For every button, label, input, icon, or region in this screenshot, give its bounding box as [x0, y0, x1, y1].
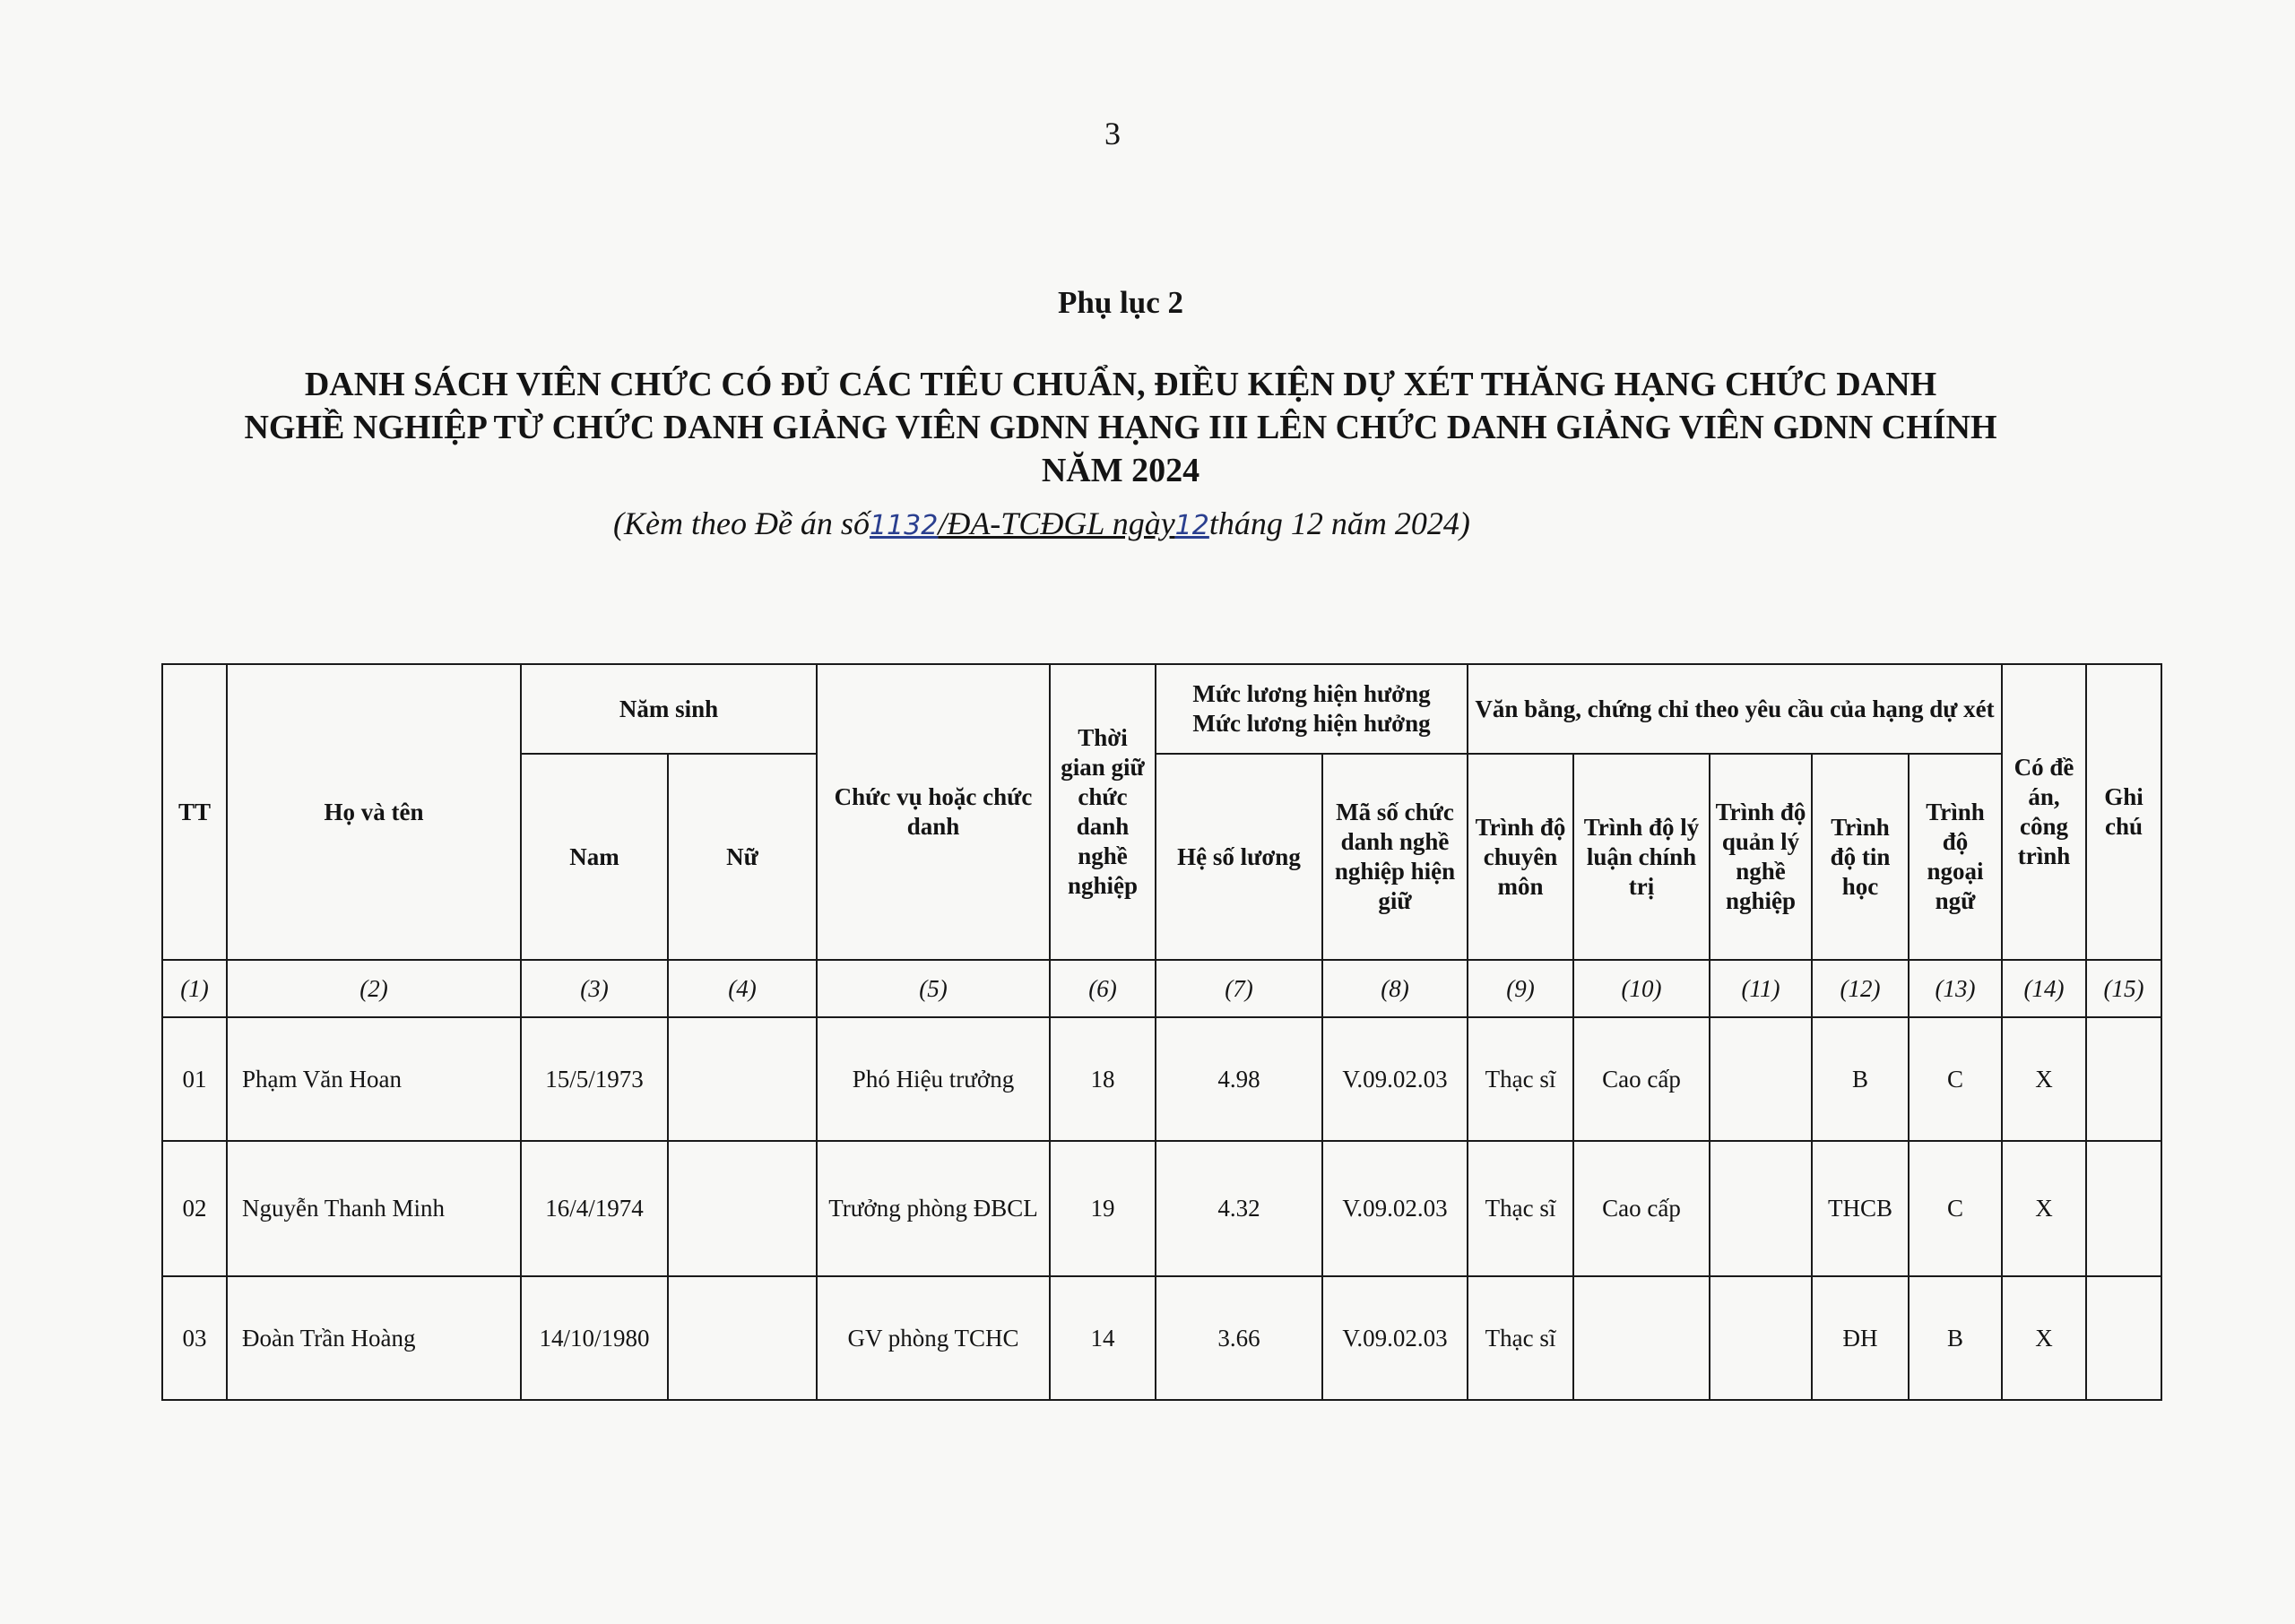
header-it: Trình độ tin học: [1812, 754, 1909, 960]
cell-position: GV phòng TCHC: [817, 1276, 1050, 1400]
cell-female: [668, 1141, 817, 1276]
table-row: [162, 1017, 2161, 1141]
header-politics: Trình độ lý luận chính trị: [1573, 754, 1710, 960]
cell-female: [668, 1276, 817, 1400]
cell-management: [1710, 1141, 1812, 1276]
col-num: (2): [227, 960, 521, 1017]
cell-tt: 03: [162, 1276, 227, 1400]
cell-expertise: Thạc sĩ: [1468, 1276, 1573, 1400]
col-num: (4): [668, 960, 817, 1017]
header-position: Chức vụ hoặc chức danh: [817, 664, 1050, 960]
candidate-table: [161, 663, 2162, 1401]
cell-tenure: 14: [1050, 1276, 1156, 1400]
header-male: Nam: [521, 754, 668, 960]
col-num: (7): [1156, 960, 1322, 1017]
header-degrees-group: Văn bằng, chứng chỉ theo yêu cầu của hạng dự xét: [1468, 664, 2002, 754]
cell-code: V.09.02.03: [1322, 1017, 1468, 1141]
page-number: 3: [1104, 116, 1121, 151]
title-line-2: NGHỀ NGHIỆP TỪ CHỨC DANH GIẢNG VIÊN GDNN HẠNG III LÊN CHỨC DANH GIẢNG VIÊN GDNN CHÍNH: [244, 409, 1997, 446]
subtitle-suffix: tháng 12 năm 2024): [1208, 505, 1470, 541]
cell-coefficient: 3.66: [1156, 1276, 1322, 1400]
title-line-1: DANH SÁCH VIÊN CHỨC CÓ ĐỦ CÁC TIÊU CHUẨN, ĐIỀU KIỆN DỰ XÉT THĂNG HẠNG CHỨC DANH: [304, 366, 1937, 403]
header-birth-year: Năm sinh: [521, 664, 817, 754]
col-num: (10): [1573, 960, 1710, 1017]
cell-code: V.09.02.03: [1322, 1141, 1468, 1276]
cell-project: X: [2002, 1141, 2086, 1276]
cell-coefficient: 4.98: [1156, 1017, 1322, 1141]
subtitle-prefix: (Kèm theo Đề án số: [613, 505, 870, 541]
header-salary-line-1: Mức lương hiện hưởng: [1192, 680, 1431, 707]
cell-management: [1710, 1276, 1812, 1400]
cell-male: 14/10/1980: [521, 1276, 668, 1400]
header-project: Có đề án, công trình: [2002, 664, 2086, 960]
col-num: (8): [1322, 960, 1468, 1017]
header-expertise: Trình độ chuyên môn: [1468, 754, 1573, 960]
header-management: Trình độ quản lý nghề nghiệp: [1710, 754, 1812, 960]
col-num: (9): [1468, 960, 1573, 1017]
header-tt: TT: [162, 664, 227, 960]
cell-project: X: [2002, 1017, 2086, 1141]
col-num: (1): [162, 960, 227, 1017]
col-num: (15): [2086, 960, 2161, 1017]
cell-male: 16/4/1974: [521, 1141, 668, 1276]
appendix-title: Phụ lục 2: [1057, 285, 1184, 320]
col-num: (3): [521, 960, 668, 1017]
cell-note: [2086, 1276, 2161, 1400]
cell-note: [2086, 1017, 2161, 1141]
cell-note: [2086, 1141, 2161, 1276]
header-note: Ghi chú: [2086, 664, 2161, 960]
cell-politics: Cao cấp: [1573, 1141, 1710, 1276]
header-female: Nữ: [668, 754, 817, 960]
cell-politics: [1573, 1276, 1710, 1400]
col-num: (13): [1909, 960, 2002, 1017]
column-number-row: [162, 960, 2161, 1017]
cell-politics: Cao cấp: [1573, 1017, 1710, 1141]
col-num: (14): [2002, 960, 2086, 1017]
cell-female: [668, 1017, 817, 1141]
cell-it: B: [1812, 1017, 1909, 1141]
subtitle-mid: /ĐA-TCĐGL ngày: [938, 505, 1175, 541]
cell-project: X: [2002, 1276, 2086, 1400]
cell-tt: 01: [162, 1017, 227, 1141]
cell-tenure: 18: [1050, 1017, 1156, 1141]
col-num: (12): [1812, 960, 1909, 1017]
header-tenure: Thời gian giữ chức danh nghề nghiệp: [1050, 664, 1156, 960]
cell-language: C: [1909, 1017, 2002, 1141]
cell-name: Phạm Văn Hoan: [227, 1017, 521, 1141]
col-num: (6): [1050, 960, 1156, 1017]
document-title: [90, 363, 2152, 492]
cell-expertise: Thạc sĩ: [1468, 1017, 1573, 1141]
document-subtitle: [613, 505, 1470, 542]
cell-male: 15/5/1973: [521, 1017, 668, 1141]
cell-management: [1710, 1017, 1812, 1141]
cell-expertise: Thạc sĩ: [1468, 1141, 1573, 1276]
handwritten-day: 12: [1174, 510, 1209, 541]
cell-it: THCB: [1812, 1141, 1909, 1276]
header-salary-line-2: Mức lương hiện hưởng: [1192, 710, 1431, 737]
cell-code: V.09.02.03: [1322, 1276, 1468, 1400]
header-salary-group: [1156, 664, 1468, 754]
cell-position: Phó Hiệu trưởng: [817, 1017, 1050, 1141]
cell-language: C: [1909, 1141, 2002, 1276]
cell-language: B: [1909, 1276, 2002, 1400]
table-row: [162, 1141, 2161, 1276]
header-language: Trình độ ngoại ngữ: [1909, 754, 2002, 960]
cell-position: Trưởng phòng ĐBCL: [817, 1141, 1050, 1276]
table-row: [162, 1276, 2161, 1400]
col-num: (11): [1710, 960, 1812, 1017]
handwritten-number: 1132: [869, 510, 939, 541]
col-num: (5): [817, 960, 1050, 1017]
cell-tt: 02: [162, 1141, 227, 1276]
cell-it: ĐH: [1812, 1276, 1909, 1400]
title-line-3: NĂM 2024: [1041, 452, 1200, 489]
cell-name: Đoàn Trần Hoàng: [227, 1276, 521, 1400]
header-name: Họ và tên: [227, 664, 521, 960]
header-coefficient: Hệ số lương: [1156, 754, 1322, 960]
cell-tenure: 19: [1050, 1141, 1156, 1276]
cell-name: Nguyễn Thanh Minh: [227, 1141, 521, 1276]
cell-coefficient: 4.32: [1156, 1141, 1322, 1276]
header-title-code: Mã số chức danh nghề nghiệp hiện giữ: [1322, 754, 1468, 960]
